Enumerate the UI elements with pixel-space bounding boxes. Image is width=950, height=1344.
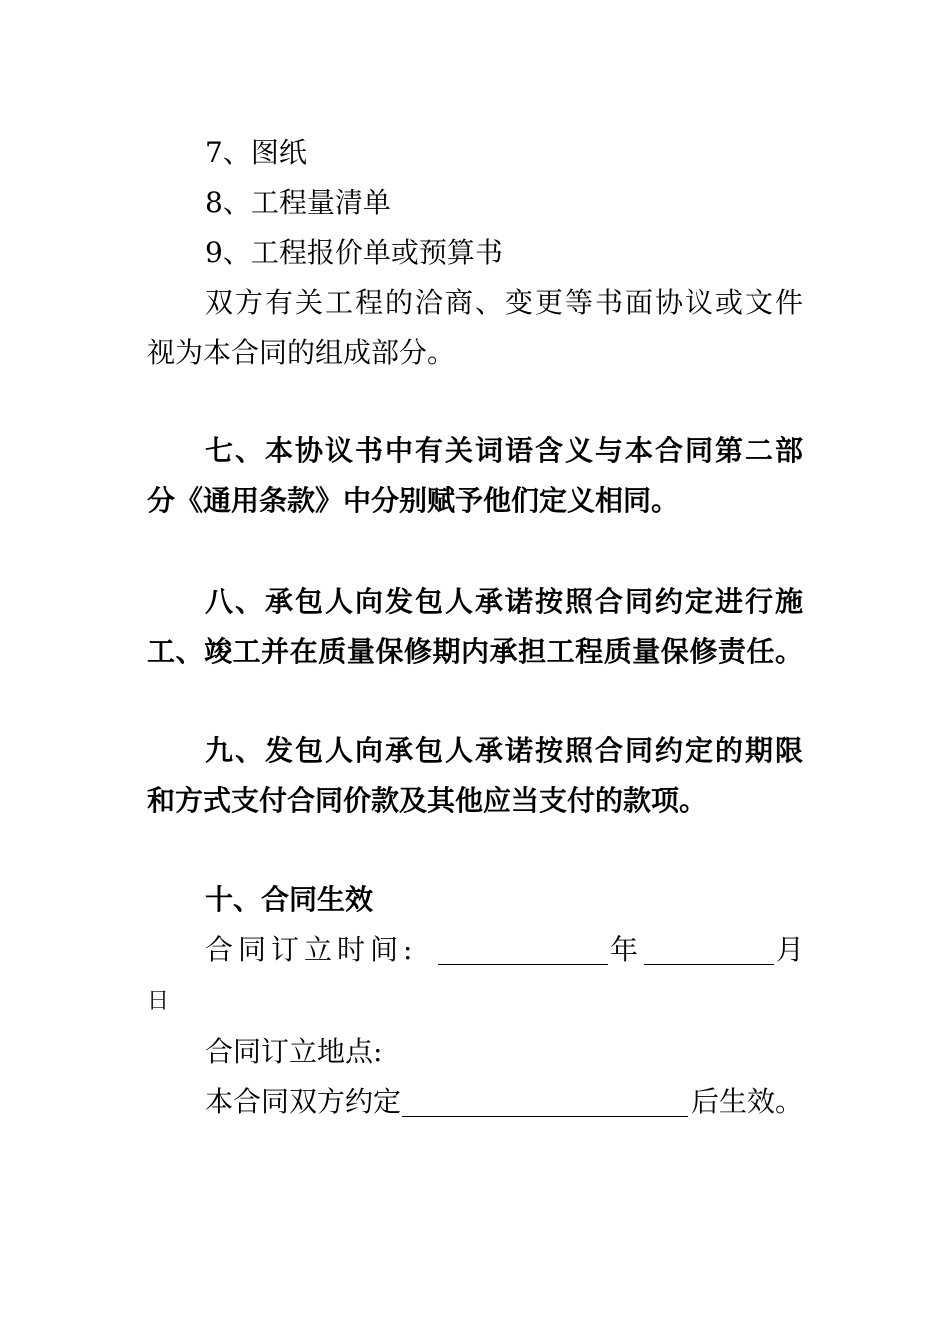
annex-paragraph-line-2: 视为本合同的组成部分。 [147,336,456,369]
signing-time-label: 合同订立时间: [205,933,418,966]
day-label: 日 [147,989,170,1014]
clause-7-line-2: 分《通用条款》中分别赋予他们定义相同。 [147,484,680,517]
clause-10-heading: 十、合同生效 [205,883,374,916]
year-label: 年 [610,933,639,966]
month-blank [644,938,774,965]
clause-8-line-1: 八、承包人向发包人承诺按照合同约定进行施 [205,585,803,618]
annex-paragraph-line-1: 双方有关工程的洽商、变更等书面协议或文件 [205,286,803,319]
list-item-quotation: 9、工程报价单或预算书 [205,236,503,269]
clause-9-line-1: 九、发包人向承包人承诺按照合同约定的期限 [205,734,803,767]
year-blank [438,938,608,965]
clause-7-line-1: 七、本协议书中有关词语含义与本合同第二部 [205,434,803,467]
effective-condition-blank [402,1090,688,1117]
list-item-drawings: 7、图纸 [205,136,307,169]
month-label: 月 [776,933,805,966]
clause-8-line-2: 工、竣工并在质量保修期内承担工程质量保修责任。 [147,635,803,668]
effective-suffix: 后生效。 [691,1085,804,1118]
signing-place-label: 合同订立地点: [205,1035,383,1068]
list-item-bill-of-quantities: 8、工程量清单 [205,186,391,219]
clause-9-line-2: 和方式支付合同价款及其他应当支付的款项。 [147,784,708,817]
effective-prefix: 本合同双方约定 [205,1085,402,1118]
